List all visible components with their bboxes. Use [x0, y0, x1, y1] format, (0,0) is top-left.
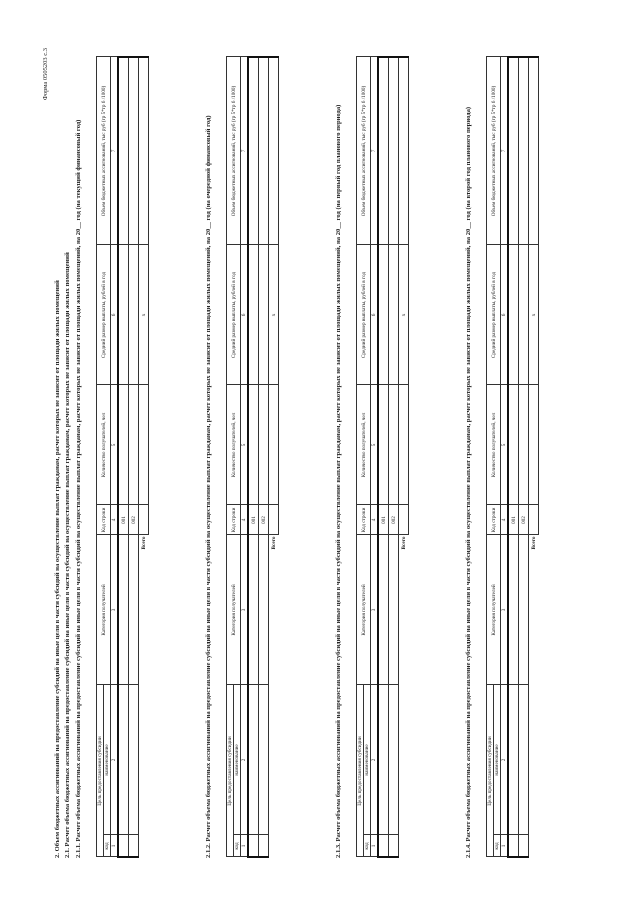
- category-cell[interactable]: [259, 535, 269, 685]
- code-cell[interactable]: [129, 835, 139, 857]
- count-cell[interactable]: [508, 385, 519, 505]
- col-number: 7: [111, 57, 119, 245]
- row-code-header: Код строки: [97, 505, 111, 535]
- purpose-header: Цель предоставления субсидии: [227, 685, 234, 857]
- category-cell[interactable]: [248, 535, 259, 685]
- count-header: Количество получателей, чел: [227, 385, 241, 505]
- total-label: Всего: [399, 535, 409, 685]
- col-number: 5: [241, 385, 249, 505]
- volume-header: Объем бюджетных ассигнований, тыс руб (гр 5*гр 6 /1000): [227, 57, 241, 245]
- form-code: Форма 0505203 с.3: [42, 48, 49, 101]
- col-number: 5: [371, 385, 379, 505]
- avg-payment-cell[interactable]: [129, 245, 139, 385]
- avg-payment-header: Средний размер выплаты, рублей в год: [357, 245, 371, 385]
- volume-cell[interactable]: [248, 57, 259, 245]
- total-label: Всего: [269, 535, 279, 685]
- col-number: 1: [371, 835, 379, 857]
- volume-header: Объем бюджетных ассигнований, тыс руб (гр 5*гр 6 /1000): [487, 57, 501, 245]
- row-code-cell: 002: [519, 505, 529, 535]
- col-number: 1: [111, 835, 119, 857]
- col-number: 6: [371, 245, 379, 385]
- col-number: 2: [501, 685, 509, 835]
- category-cell[interactable]: [118, 535, 129, 685]
- row-code-header: Код строки: [357, 505, 371, 535]
- category-header: Категория получателей: [227, 535, 241, 685]
- row-code-header: Код строки: [487, 505, 501, 535]
- avg-payment-cell[interactable]: [248, 245, 259, 385]
- total-volume-cell[interactable]: [399, 57, 409, 245]
- avg-payment-header: Средний размер выплаты, рублей в год: [97, 245, 111, 385]
- col-number: 4: [371, 505, 379, 535]
- blank-cell: [529, 835, 539, 857]
- subsidy-table: [226, 56, 279, 858]
- blank-cell: [269, 685, 279, 835]
- name-cell[interactable]: [519, 685, 529, 835]
- total-label: Всего: [139, 535, 149, 685]
- volume-cell[interactable]: [389, 57, 399, 245]
- total-row-code-cell: [139, 505, 149, 535]
- row-code-cell: 001: [378, 505, 389, 535]
- name-header: наименование: [364, 685, 371, 835]
- total-count-cell[interactable]: [529, 385, 539, 505]
- volume-cell[interactable]: [508, 57, 519, 245]
- code-cell[interactable]: [248, 835, 259, 857]
- avg-payment-header: Средний размер выплаты, рублей в год: [487, 245, 501, 385]
- code-cell[interactable]: [389, 835, 399, 857]
- col-number: 7: [371, 57, 379, 245]
- name-cell[interactable]: [508, 685, 519, 835]
- count-header: Количество получателей, чел: [357, 385, 371, 505]
- code-cell[interactable]: [259, 835, 269, 857]
- total-row-code-cell: [529, 505, 539, 535]
- col-number: 2: [241, 685, 249, 835]
- count-cell[interactable]: [129, 385, 139, 505]
- category-header: Категория получателей: [97, 535, 111, 685]
- total-x-mark: х: [399, 245, 409, 385]
- total-volume-cell[interactable]: [529, 57, 539, 245]
- name-cell[interactable]: [129, 685, 139, 835]
- subsidy-table: [356, 56, 409, 858]
- volume-cell[interactable]: [118, 57, 129, 245]
- volume-cell[interactable]: [129, 57, 139, 245]
- name-cell[interactable]: [248, 685, 259, 835]
- col-number: 2: [371, 685, 379, 835]
- total-row-code-cell: [269, 505, 279, 535]
- col-number: 3: [111, 535, 119, 685]
- col-number: 3: [241, 535, 249, 685]
- row-code-header: Код строки: [227, 505, 241, 535]
- subsidy-table: [486, 56, 539, 858]
- category-cell[interactable]: [378, 535, 389, 685]
- name-cell[interactable]: [389, 685, 399, 835]
- category-cell[interactable]: [389, 535, 399, 685]
- total-count-cell[interactable]: [139, 385, 149, 505]
- blank-cell: [269, 835, 279, 857]
- name-cell[interactable]: [259, 685, 269, 835]
- col-number: 7: [501, 57, 509, 245]
- volume-header: Объем бюджетных ассигнований, тыс руб (гр 5*гр 6 /1000): [97, 57, 111, 245]
- col-number: 5: [111, 385, 119, 505]
- col-number: 5: [501, 385, 509, 505]
- section-title: 2.1.4. Расчет объема бюджетных ассигнований на предоставление субсидий на иные цели в части субсидий на осуществление выплат гражданам, расчет которых не зависит от площади жилых помещений, на 20__ год (на второй год планового периода): [465, 106, 472, 858]
- section-title: 2.1.1. Расчет объема бюджетных ассигнований на предоставление субсидий на иные цели в части субсидий на осуществление выплат гражданам, расчет которых не зависит от площади жилых помещений, на 20__ год (на текущий финансовый год): [75, 119, 82, 858]
- count-cell[interactable]: [118, 385, 129, 505]
- row-code-cell: 001: [508, 505, 519, 535]
- col-number: 1: [501, 835, 509, 857]
- total-x-mark: х: [529, 245, 539, 385]
- code-cell[interactable]: [508, 835, 519, 857]
- volume-header: Объем бюджетных ассигнований, тыс руб (гр 5*гр 6 /1000): [357, 57, 371, 245]
- code-cell[interactable]: [519, 835, 529, 857]
- blank-cell: [139, 685, 149, 835]
- col-number: 1: [241, 835, 249, 857]
- volume-cell[interactable]: [519, 57, 529, 245]
- purpose-header: Цель предоставления субсидии: [487, 685, 494, 857]
- code-header: код: [104, 835, 111, 857]
- section-2-header: 2. Объем бюджетных ассигнований на предоставление субсидий на иные цели в части субсидий на осуществление выплат гражданам, расчет которых не зависит от площади жилых помещений: [54, 280, 61, 858]
- avg-payment-header: Средний размер выплаты, рублей в год: [227, 245, 241, 385]
- count-cell[interactable]: [378, 385, 389, 505]
- row-code-cell: 002: [129, 505, 139, 535]
- category-cell[interactable]: [508, 535, 519, 685]
- blank-cell: [399, 685, 409, 835]
- col-number: 4: [241, 505, 249, 535]
- col-number: 6: [241, 245, 249, 385]
- avg-payment-cell[interactable]: [118, 245, 129, 385]
- total-count-cell[interactable]: [399, 385, 409, 505]
- total-volume-cell[interactable]: [269, 57, 279, 245]
- count-header: Количество получателей, чел: [97, 385, 111, 505]
- code-header: код: [364, 835, 371, 857]
- name-cell[interactable]: [378, 685, 389, 835]
- blank-cell: [399, 835, 409, 857]
- name-cell[interactable]: [118, 685, 129, 835]
- volume-cell[interactable]: [378, 57, 389, 245]
- row-code-cell: 001: [248, 505, 259, 535]
- total-label: Всего: [529, 535, 539, 685]
- col-number: 3: [501, 535, 509, 685]
- volume-cell[interactable]: [259, 57, 269, 245]
- avg-payment-cell[interactable]: [389, 245, 399, 385]
- section-title: 2.1.2. Расчет объема бюджетных ассигнований на предоставление субсидий на иные цели в части субсидий на осуществление выплат гражданам, расчет которых не зависит от площади жилых помещений, на 20__ год (на очередной финансовый год): [205, 115, 212, 858]
- category-cell[interactable]: [519, 535, 529, 685]
- name-header: наименование: [234, 685, 241, 835]
- count-cell[interactable]: [248, 385, 259, 505]
- row-code-cell: 001: [118, 505, 129, 535]
- code-cell[interactable]: [118, 835, 129, 857]
- avg-payment-cell[interactable]: [519, 245, 529, 385]
- category-header: Категория получателей: [487, 535, 501, 685]
- name-header: наименование: [494, 685, 501, 835]
- avg-payment-cell[interactable]: [508, 245, 519, 385]
- total-x-mark: х: [139, 245, 149, 385]
- purpose-header: Цель предоставления субсидии: [357, 685, 364, 857]
- col-number: 2: [111, 685, 119, 835]
- code-header: код: [234, 835, 241, 857]
- col-number: 3: [371, 535, 379, 685]
- subsidy-table: [96, 56, 149, 858]
- col-number: 6: [501, 245, 509, 385]
- rotated-sheet: [40, 38, 600, 868]
- total-count-cell[interactable]: [269, 385, 279, 505]
- total-volume-cell[interactable]: [139, 57, 149, 245]
- section-title: 2.1.3. Расчет объема бюджетных ассигнований на предоставление субсидий на иные цели в части субсидий на осуществление выплат гражданам, расчет которых не зависит от площади жилых помещений, на 20__ год (на первый год планового периода): [335, 104, 342, 858]
- blank-cell: [139, 835, 149, 857]
- count-cell[interactable]: [389, 385, 399, 505]
- total-row-code-cell: [399, 505, 409, 535]
- row-code-cell: 002: [259, 505, 269, 535]
- blank-cell: [529, 685, 539, 835]
- purpose-header: Цель предоставления субсидии: [97, 685, 104, 857]
- col-number: 7: [241, 57, 249, 245]
- code-cell[interactable]: [378, 835, 389, 857]
- category-cell[interactable]: [129, 535, 139, 685]
- row-code-cell: 002: [389, 505, 399, 535]
- name-header: наименование: [104, 685, 111, 835]
- col-number: 6: [111, 245, 119, 385]
- col-number: 4: [111, 505, 119, 535]
- section-2-1-header: 2.1. Расчет объема бюджетных ассигнований на предоставление субсидий на иные цели в части субсидий на осуществление выплат гражданам, расчет которых не зависит от площади жилых помещений: [64, 252, 71, 858]
- avg-payment-cell[interactable]: [259, 245, 269, 385]
- col-number: 4: [501, 505, 509, 535]
- code-header: код: [494, 835, 501, 857]
- count-header: Количество получателей, чел: [487, 385, 501, 505]
- count-cell[interactable]: [519, 385, 529, 505]
- count-cell[interactable]: [259, 385, 269, 505]
- avg-payment-cell[interactable]: [378, 245, 389, 385]
- total-x-mark: х: [269, 245, 279, 385]
- category-header: Категория получателей: [357, 535, 371, 685]
